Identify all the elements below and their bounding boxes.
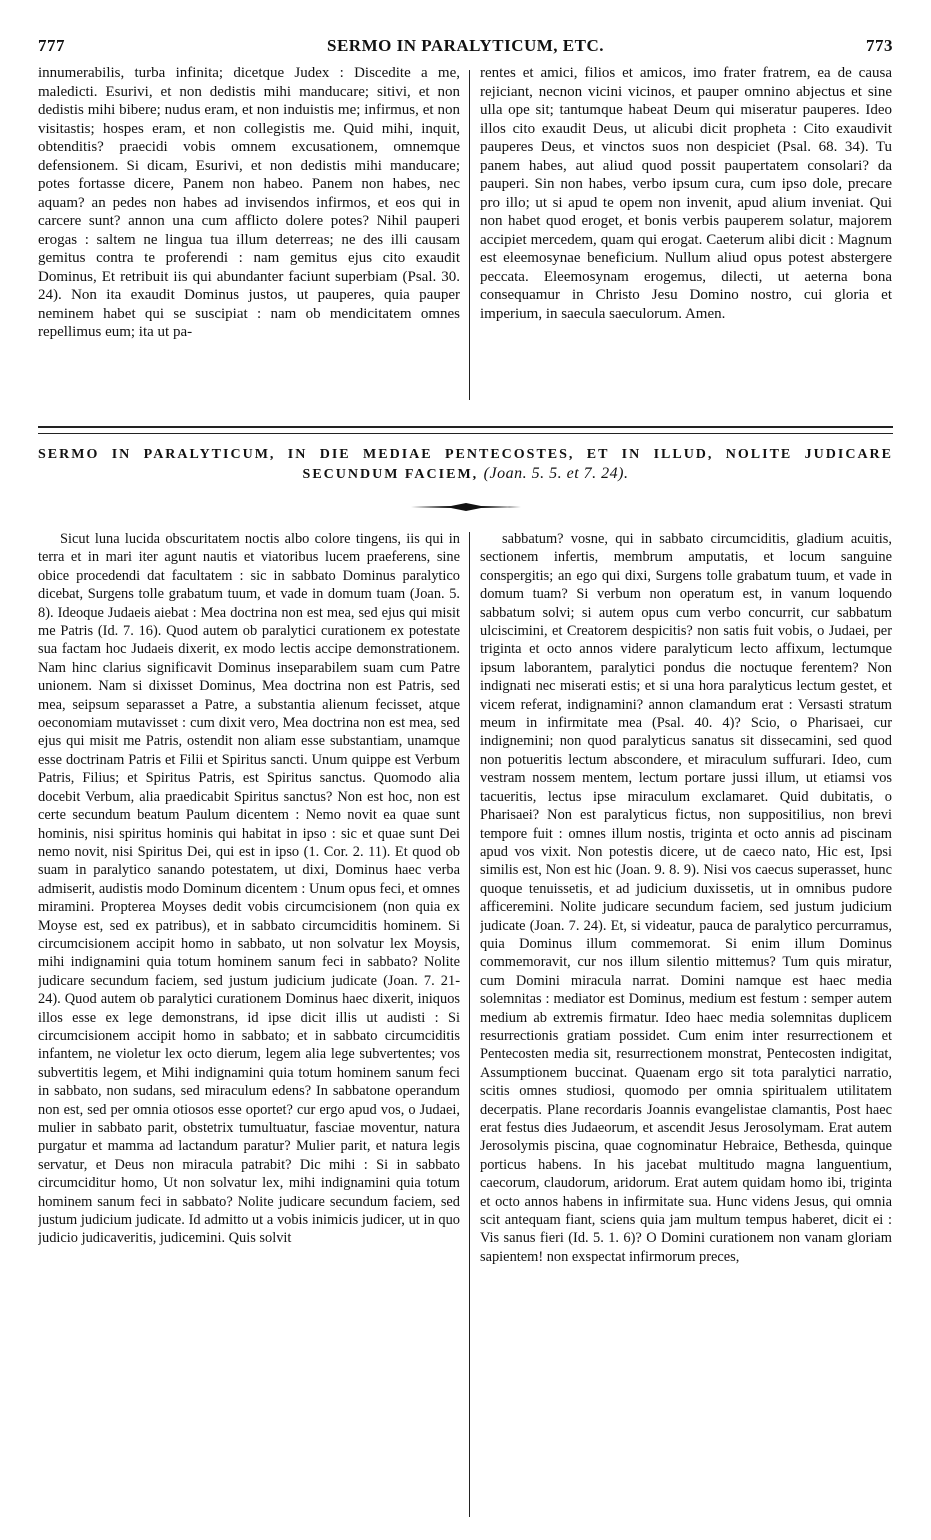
top-right-text: rentes et amici, filios et amicos, imo frater fratrem, ea de causa rejiciant, necnon vicini vicinos, et pauper omnino abjectus et sine ulla ope sit; tantumque habeat Deum qui miseratur pauperes. Ideo illos cito exaudit Deus, ut alicubi dicit propheta : Cito exaudivit pauperes Deus, et vinctos suos non despiciet (Psal. 68. 34). Tu panem habes, aut aliud quod possit paupertatem consolari? da pauperi. Sin non habes, verbo ipsum cura, cum ipso dole, precare pro illo; ut si apud te opem non invenit, apud alium inveniat. Qui non habet quod eroget, et bonis verbis pauperem solatur, majorem accipiet mercedem, quam qui erogat. Caeterum alibi dicit : Magnum est eleemosynae beneficium. Nullum aliud opus potest abstergere peccata. Eleemosynam erogemus, dilecti, ut aeterna bona consequamur in Christo Jesu Domino nostro, cui gloria et imperium, in saecula saeculorum. Amen. (480, 65, 892, 322)
sermon-left-text: Sicut luna lucida obscuritatem noctis albo colore tingens, iis qui in terra et in mari iter agunt nautis et viatoribus lucem praeferens, sine obice procedendi dat facultatem : sic in sabbato Dominus paralytico dicebat, Surgens tolle grabatum tuum, et vade in domum tuam (Joan. 5. 8). Ideoque Judaeis aiebat : Mea doctrina non est mea, sed ejus qui misit me Patris (Id. 7. 16). Quod autem ob paralytici curationem ex potestate sua factam hoc Judaeis dixerit, ex modo lectis accipe demonstrationem. Nam hinc clarius significavit Dominus inseparabilem suam cum Patre unionem. Nam si dixisset Dominus, Mea doctrina non est Patris, sed mea, seipsum separasset a Patre, a substantia alienum fecisset, atque oeconomiam mutavisset : cum dixit vero, Mea doctrina non est mea, sed ejus qui misit me Patris, ostendit non aliam esse substantiam, unamque esse doctrinam Patris et Filii et Spiritus sancti. Unum quippe est Verbum Patris, Filius; et Spiritus Patris, est Spiritus sanctus. Quomodo alia docebit Verbum, alia praedicabit Spiritus sanctus? Non est hoc, non est certe secundum beatum Paulum dicentem : Nemo novit ea quae sunt hominis, nisi spiritus hominis qui habitat in ipso : sic et quae sunt Dei nemo novit, nisi Spiritus Dei, qui est in ipso (1. Cor. 2. 11). Et quod ob suam in paralytico sanando potestatem, ut dixi, Dominus haec verba admiserit, audistis modo Dominum dicentem : Unum opus feci, et omnes miramini. Propterea Moyses dedit vobis circumcisionem (non quia ex Moyse est, sed ex patribus), et in sabbato circumciditis hominem. Si circumcisionem accipit homo in sabbato, ut non solvatur lex Moysis, mihi indignamini quia totum hominem sanum feci in sabbato? Nolite judicare secundum faciem, sed justum judicium judicate (Joan. 7. 21-24). Quod autem ob paralytici curationem Dominus haec dixerit, iniquos illos esse ex lege demonstrans, id ipse dicit illis ut audisti : Si circumcisionem accipit homo in sabbato; et in sabbato circumciditis infantem, ne violetur lex octo dierum, legem alia lege subvertentes; vos subvertitis legem, et Mihi indignamini quia totum hominem sanum feci in sabbato, non sudans, sed miraculum edens? In sabbatone operandum non est, sed per omnia otiosos esse oportet? cur ergo apud vos, o Judaei, mulier in sabbato parit, obstetrix tumultuatur, fasciae moventur, natura purgatur et mamma ad lactandum paratur? Mulier parit, et natura legis servatur, et Deus non miracula patrabit? Dic mihi : Si in sabbato circumciditur homo, Ut non solvatur lex, mihi indignamini quia totum hominem sanum feci in sabbato? Nolite judicare secundum faciem, sed justum judicium judicate. Id admitto ut a vobis inimicis judicer, ut in quo judicio judicaveritis, judicemini. Quis solvit (38, 531, 460, 1247)
ornament-divider (411, 503, 521, 511)
top-left-column (38, 64, 460, 402)
page-number-left: 777 (38, 36, 65, 55)
column-divider-top (469, 70, 470, 400)
page-number-right: 773 (866, 36, 893, 55)
section-title-text: SERMO IN PARALYTICUM, IN DIE MEDIAE PENTECOSTES, ET IN ILLUD, NOLITE JUDICARE SECUNDUM FACIEM, (38, 447, 893, 482)
column-divider-bottom (469, 532, 470, 1517)
running-head (38, 36, 893, 60)
top-right-column (480, 64, 892, 402)
sermon-left-column (38, 530, 460, 1520)
section-rule (38, 426, 893, 428)
top-left-text: innumerabilis, turba infinita; dicetque Judex : Discedite a me, maledicti. Esurivi, et non dedistis mihi manducare; sitivi, et non dedistis mihi bibere; nudus eram, et non induistis me; infirmus, et non visitastis; hospes eram, et non collegistis me. Quid mihi, inquit, obtenditis? praecidi vobis omnem excusationem, omnemque defensionem. Si dicam, Esurivi, et non dedistis mihi manducare; potes fortasse dicere, Panem non habeo. Panem non habes, nec aquam? an pedes non habes ad invisendos infirmos, et eos qui in carcere sunt? annon una cum afflicto dolere potes? Nihil pauperi erogas : saltem ne lingua tua illum deterreas; ne des illi causam gemitus contra te proferendi : nam gemitus ejus cito exaudit Dominus, Et retribuit iis qui abundanter faciunt superbiam (Psal. 30. 24). Non ita exaudit Dominus justos, ut pauperes, quia pauper neminem habet qui se suscipiat : nam ob mendicitatem omnes repellimus eum; ita ut pa- (38, 65, 460, 340)
section-heading (38, 445, 893, 484)
sermon-right-text: sabbatum? vosne, qui in sabbato circumciditis, gladium acuitis, sectionem infertis, membrum amputatis, et locum sanguine conspergitis; an ego qui dixi, Surgens tolle grabatum tuum, et vade in domum tuam? Si verbum non operatum est, in vanum loquendo sabbatum solvi; si autem opus cum verbo concurrit, cur sabbatum ulciscimini, et Creatorem despicitis? non satis fuit vobis, o Judaei, per triginta et octo annos videre paralyticum lecto affixum, lectumque ipsum laborantem, paralytici pondus die noctuque ferentem? Non indignati nec miserati estis; et si una hora paralyticus lectum gestet, et vicem referat, indignamini? annon clamandum erat : Versasti stratum meum in infirmitate mea (Psal. 40. 4)? Scio, o Pharisaei, cur indignemini; non quod paralyticus sanatus sit dissecamini, sed quod non potueritis lectum abscondere, et miraculum suffurari. Ideo, cum vestram nossem mentem, lectum portare jussi illum, ut etiamsi vos tacueritis, lectus ipse miraculum exclamaret. Quid dubitatis, o Pharisaei? Non est paralyticus fictus, non suppositilius, non brevi tempore fuit : omnes illum nostis, triginta et octo annis ad piscinam apud vos vixit. Non potestis dicere, ut de caeco nato, Hic est, Ipsi similis est, Non est hic (Joan. 9. 8. 9). Nisi vos caecus superasset, hunc quoque tenuissetis, et ad judicium duxissetis, ut in omnibus pudore afficeremini. Nolite judicare secundum faciem, sed justum judicium judicate (Joan. 7. 24). Et, si videatur, pauca de paralytico percurramus, quia Dominus illum commemorat. Si enim illum Dominus commemoravit, cur nos illum silentio mittemus? Tum quis miratur, cum Domini miracula narrat. Domini namque est haec media solemnitas : mediator est Dominus, medium est festum : semper autem medium ab extremis firmatur. Ideo haec media solemnitas duplicem resurrectionis gratiam possidet. Cum enim inter resurrectionem et Pentecosten media sit, resurrectionem monstrat, Pentecosten indigitat, Assumptionem buccinat. Quaenam ergo sit tota paralytici narratio, scitis omnes studiosi, quomodo per omnia spiritualem utilitatem decerpatis. Plane recordaris Joannis evangelistae clamantis, Post haec erat festus dies Judaeorum, et ascendit Jesus Jerosolymam. Erat autem Jerosolymis piscina, quae cognominatur Hebraice, Bethesda, quinque porticus habens. In his jacebat multitudo magna languentium, caecorum, claudorum, aridorum. Erat autem quidam homo ibi, triginta et octo annos habens in infirmitate sua. Hunc videns Jesus, qui omnia scit antequam fiant, sciens quia jam multum tempus haberet, dicit ei : Vis sanus fieri (Id. 5. 1. 6)? O Domini curationem non vanam gloriam sapientem! non exspectat infirmorum preces, (480, 531, 892, 1265)
section-rule-thin (38, 433, 893, 434)
sermon-right-column (480, 530, 892, 1520)
section-reference: (Joan. 5. 5. et 7. 24). (483, 465, 629, 482)
running-title: SERMO IN PARALYTICUM, ETC. (327, 36, 604, 55)
